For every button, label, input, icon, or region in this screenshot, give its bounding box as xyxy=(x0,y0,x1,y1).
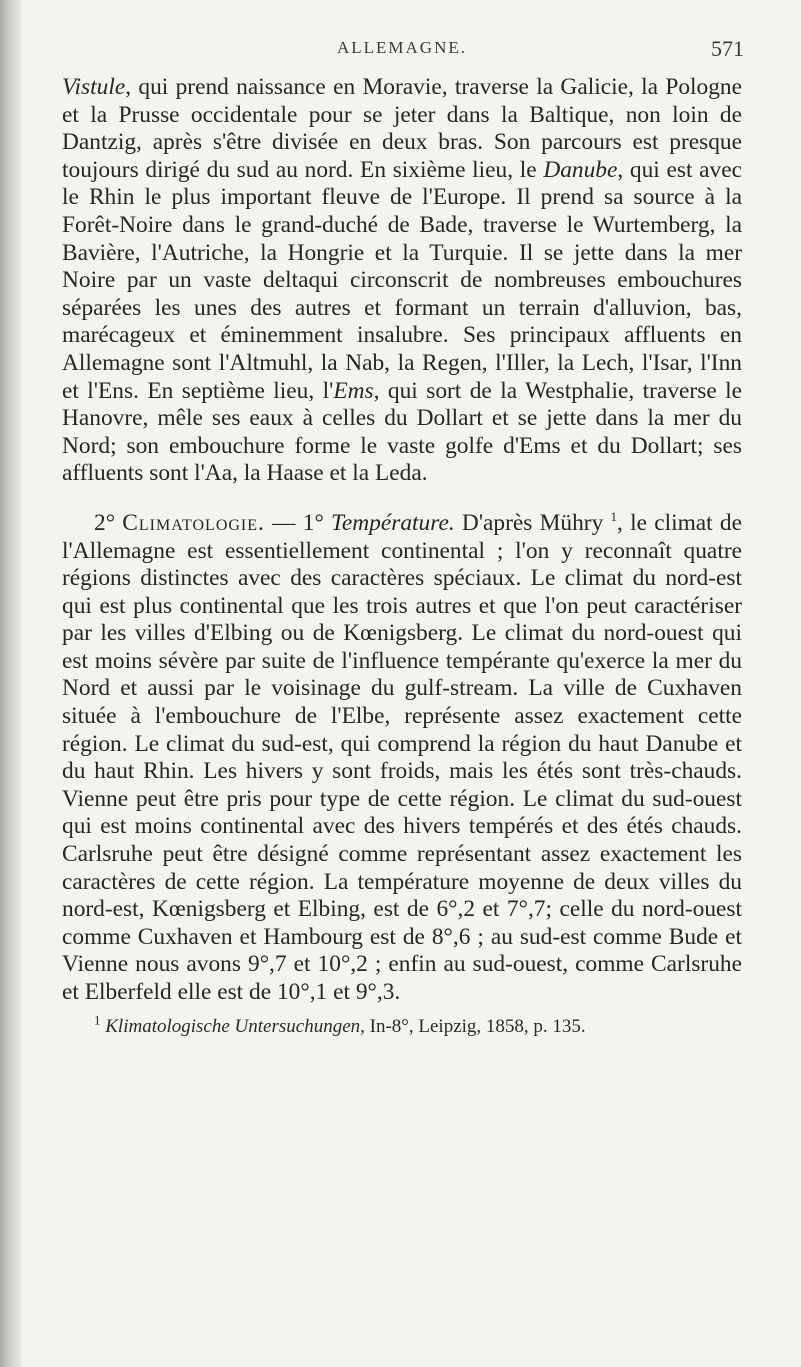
footnote-title: Klimatologische Untersuchungen xyxy=(105,1015,361,1037)
footnote-reference: 1 xyxy=(610,509,618,525)
footnote xyxy=(62,1012,742,1039)
paragraph-climatologie xyxy=(62,510,742,1007)
text-span: , le climat de l'Allemagne est essentiellement continental ; l'on y reconnaît quatre régions distinctes avec des caractères spéciaux. Le climat du nord-est qui est plus continental que les trois autres et que l'on peut caractériser par les villes d'Elbing ou de Kœnigsberg. Le climat du nord-ouest qui est moins sévère par suite de l'influence tempérante qu'exerce la mer du Nord et aussi par le voisinage du gulf-stream. La ville de Cuxhaven située à l'embouchure de l'Elbe, représente assez exactement cette région. Le climat du sud-est, qui comprend la région du haut Danube et du haut Rhin. Les hivers y sont froids, mais les étés sont très-chauds. Vienne peut être pris pour type de cette région. Le climat du sud-ouest qui est moins continental avec des hivers tempérés et des étés chauds. Carlsruhe peut être désigné comme représentant assez exactement les caractères de cette région. La température moyenne de deux villes du nord-est, Kœnigsberg et Elbing, est de 6°,2 et 7°,7; celle du nord-ouest comme Cuxhaven et Hambourg est de 8°,6 ; au sud-est comme Bude et Vienne nous avons 9°,7 et 10°,2 ; enfin au sud-ouest, comme Carlsruhe et Elberfeld elle est de 10°,1 et 9°,3. xyxy=(62,509,742,1005)
running-head-title: ALLEMAGNE. xyxy=(336,38,467,57)
text-span: , qui est avec le Rhin le plus important fleuve de l'Europe. Il prend sa source à la Forêt-Noire dans le grand-duché de Bade, traverse le Wurtemberg, la Bavière, l'Autriche, la Hongrie et la Turquie. Il se jette dans la mer Noire par un vaste deltaqui circonscrit de nombreuses embouchures séparées les unes des autres et formant un terrain d'alluvion, bas, marécageux et éminemment insalubre. Ses principaux affluents en Allemagne sont l'Altmuhl, la Nab, la Regen, l'Iller, la Lech, l'Isar, l'Inn et l'Ens. En septième lieu, l' xyxy=(62,156,742,404)
book-spine-shadow xyxy=(0,0,22,1367)
river-name-danube: Danube xyxy=(543,156,618,183)
text-span: D'après Mühry xyxy=(454,509,611,536)
section-heading: Climatologie. xyxy=(122,509,265,536)
subsection-heading: Température. xyxy=(331,509,455,536)
river-name-ems: Ems xyxy=(333,377,374,404)
river-name-vistule: Vistule xyxy=(62,74,126,100)
body-text xyxy=(62,74,742,1007)
section-number: 2° xyxy=(94,509,116,536)
paragraph-rivers xyxy=(62,74,742,488)
text-span: — 1° xyxy=(264,509,332,536)
running-head xyxy=(62,38,742,74)
book-page xyxy=(62,0,742,1039)
page-number: 571 xyxy=(711,36,744,61)
text-span: , qui sort de la Westphalie, traverse le Hanovre, mêle ses eaux à celles du Dollart et se jette dans la mer du Nord; son embouchure forme le vaste golfe d'Ems et du Dollart; ses affluents sont l'Aa, la Haase et la Leda. xyxy=(62,377,742,487)
footnote-citation: , In-8°, Leipzig, 1858, p. 135. xyxy=(360,1015,586,1037)
footnote-mark: 1 xyxy=(94,1012,101,1028)
text-span: , qui prend naissance en Moravie, traverse la Galicie, la Pologne et la Prusse occidentale pour se jeter dans la Baltique, non loin de Dantzig, après s'être divisée en deux bras. Son parcours est presque toujours dirigé du sud au nord. En sixième lieu, le xyxy=(62,74,742,183)
